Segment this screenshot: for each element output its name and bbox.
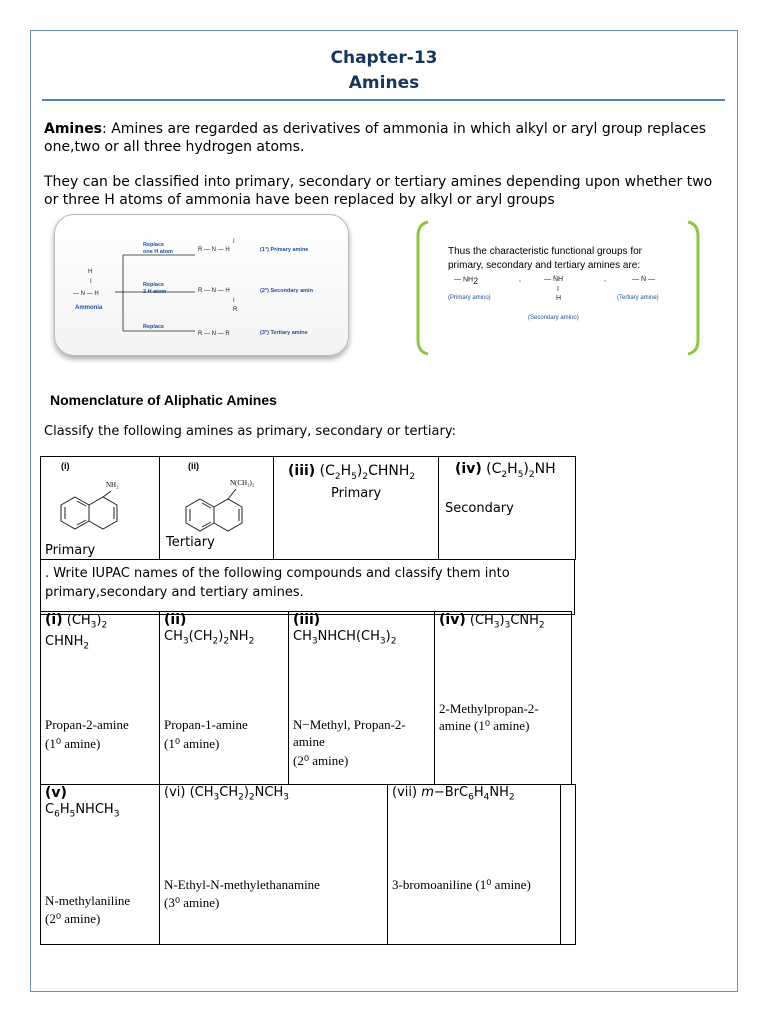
svg-text:R — N — R: R — N — R [198,331,230,337]
iupac-table-1 [40,611,572,785]
iupac-formula-5: (v) $C_6H_5NHCH_3$ [45,785,120,820]
replace-label-1: Replace [143,242,165,248]
secondary-amino-label: (Secondary amino) [528,315,579,321]
iupac-cell-empty [561,785,576,945]
iupac-class-1: (1⁰ amine) [45,736,101,751]
classify-cell-3 [274,457,439,560]
iupac-name-1: Propan-2-amine [45,717,129,732]
title-rule [42,99,725,101]
tertiary-amine-label: (Tertiary amine) [617,295,659,301]
secondary-amine-label: (2°) Secondary amin [260,288,313,294]
iupac-formula-6: (vi) $(CH_3CH_2)_2NCH_3$ [164,785,289,803]
iupac-num-2: (ii) [164,612,187,628]
classify-formula-3: (iii) $(C_2H_5)_2CHNH_2$ [288,463,416,482]
iupac-formula-1: (i) $(CH_3)_2$ $CHNH_2$ [45,612,108,652]
iupac-name-5: N-methylaniline [45,893,131,908]
classify-prompt: Classify the following amines as primary, secondary or tertiary: [44,424,456,439]
amines-definition [44,120,724,156]
iupac-prompt-table [40,559,575,615]
ammonia-label: Ammonia [75,305,103,311]
two-h-label: 2 H atom [143,289,167,295]
iupac-class-2: (1⁰ amine) [164,736,220,751]
iupac-cell-7 [388,785,561,945]
iupac-name-3: N−Methyl, Propan-2-amine [293,717,406,749]
iupac-cell-2 [160,612,289,785]
iupac-name-2: Propan-1-amine [164,717,248,732]
dimethylnaphthylamine-structure [180,489,260,539]
iupac-num-4: (iv) [439,612,466,628]
iupac-class-3: (2⁰ amine) [293,753,349,768]
iupac-prompt: . Write IUPAC names of the following compounds and classify them into primary,secondary and tertiary amines. [41,560,575,615]
iupac-num-5: (v) [45,785,67,801]
classify-cell-1 [41,457,160,560]
one-h-label: one H atom [143,249,173,255]
primary-amine-label: (1°) Primary amine [260,247,309,253]
definition-text: : Amines are regarded as derivatives of ammonia in which alkyl or aryl group replaces one,two or all three hydrogen atoms. [44,121,707,155]
classify-cell-4 [439,457,576,560]
classify-num-4: (iv) [455,461,482,477]
iupac-formula-7: (vii) $m-BrC_6H_4NH_2$ [392,785,515,803]
iupac-cell-1 [41,612,160,785]
iupac-num-1: (i) [45,612,63,628]
svg-text:R — N — H: R — N — H [198,288,230,294]
ammonia-replacement-figure [54,214,349,356]
svg-text:I: I [233,239,235,245]
iupac-name-4: 2-Methylpropan-2-amine (1⁰ amine) [439,701,539,733]
svg-text:R — N — H: R — N — H [198,247,230,253]
iupac-cell-4 [435,612,572,785]
nomenclature-heading: Nomenclature of Aliphatic Amines [50,392,277,408]
nh2-label: NH₂ [106,481,119,489]
iupac-table-2 [40,784,576,945]
iupac-class-6: (3⁰ amine) [164,895,220,910]
iupac-formula-3: (iii) $CH_3NHCH(CH_3)_2$ [293,612,397,647]
ammonia-diagram [55,215,348,355]
replace-label-3: Replace [143,324,165,330]
svg-text:I: I [233,298,235,304]
functional-groups-text: Thus the characteristic functional groups for primary, secondary and tertiary amines are: [448,246,642,271]
classify-num-1: (i) [61,461,70,471]
tertiary-amine-label: (3°) Tertiary amine [260,330,308,336]
classify-answer-2: Tertiary [166,535,215,550]
iupac-formula-2: (ii) $CH_3(CH_2)_2NH_2$ [164,612,255,647]
naphthylamine-structure [55,491,135,541]
iupac-cell-5 [41,785,160,945]
iupac-cell-6 [160,785,388,945]
iupac-formula-4: (iv) $(CH_3)_3CNH_2$ [439,612,545,631]
iupac-num-7: (vii) [392,785,418,800]
primary-amino-label: (Primary amino) [448,295,491,301]
svg-text:H: H [88,269,93,275]
classify-answer-4: Secondary [445,501,514,516]
classify-answer-3: Primary [331,486,382,501]
classification-text: They can be classified into primary, secondary or tertiary amines depending upon whether two or three H atoms of ammonia have been replaced by alkyl or aryl groups [44,174,713,208]
iupac-num-6: (vi) [164,785,186,800]
replace-label-2: Replace [143,282,165,288]
nme2-label: N(CH₃)₂ [230,479,255,487]
chapter-title: Amines [348,73,420,93]
classify-table [40,456,576,560]
svg-text:— N — H: — N — H [73,291,99,297]
functional-groups-figure: Thus the characteristic functional groups for primary, secondary and tertiary amines are: — $NH_2$ , — N̈H , — N̈ — I H (Primary amino) (Tertiary amine) (Secondary amino) [414,218,702,356]
classify-num-3: (iii) [288,463,316,479]
iupac-class-5: (2⁰ amine) [45,911,101,926]
classify-formula-4: (iv) $(C_2H_5)_2NH$ [455,461,556,480]
chapter-number: Chapter-13 [330,48,438,68]
classify-cell-2 [160,457,274,560]
svg-text:R: R [233,307,238,313]
classify-num-2: (ii) [188,461,199,471]
iupac-cell-3 [289,612,435,785]
classify-answer-1: Primary [45,543,96,558]
amines-term: Amines [44,121,103,137]
iupac-num-3: (iii) [293,612,321,628]
iupac-name-6: N-Ethyl-N-methylethanamine [164,877,320,892]
svg-text:I: I [90,279,92,285]
iupac-name-7: 3-bromoaniline (1⁰ amine) [392,877,531,892]
